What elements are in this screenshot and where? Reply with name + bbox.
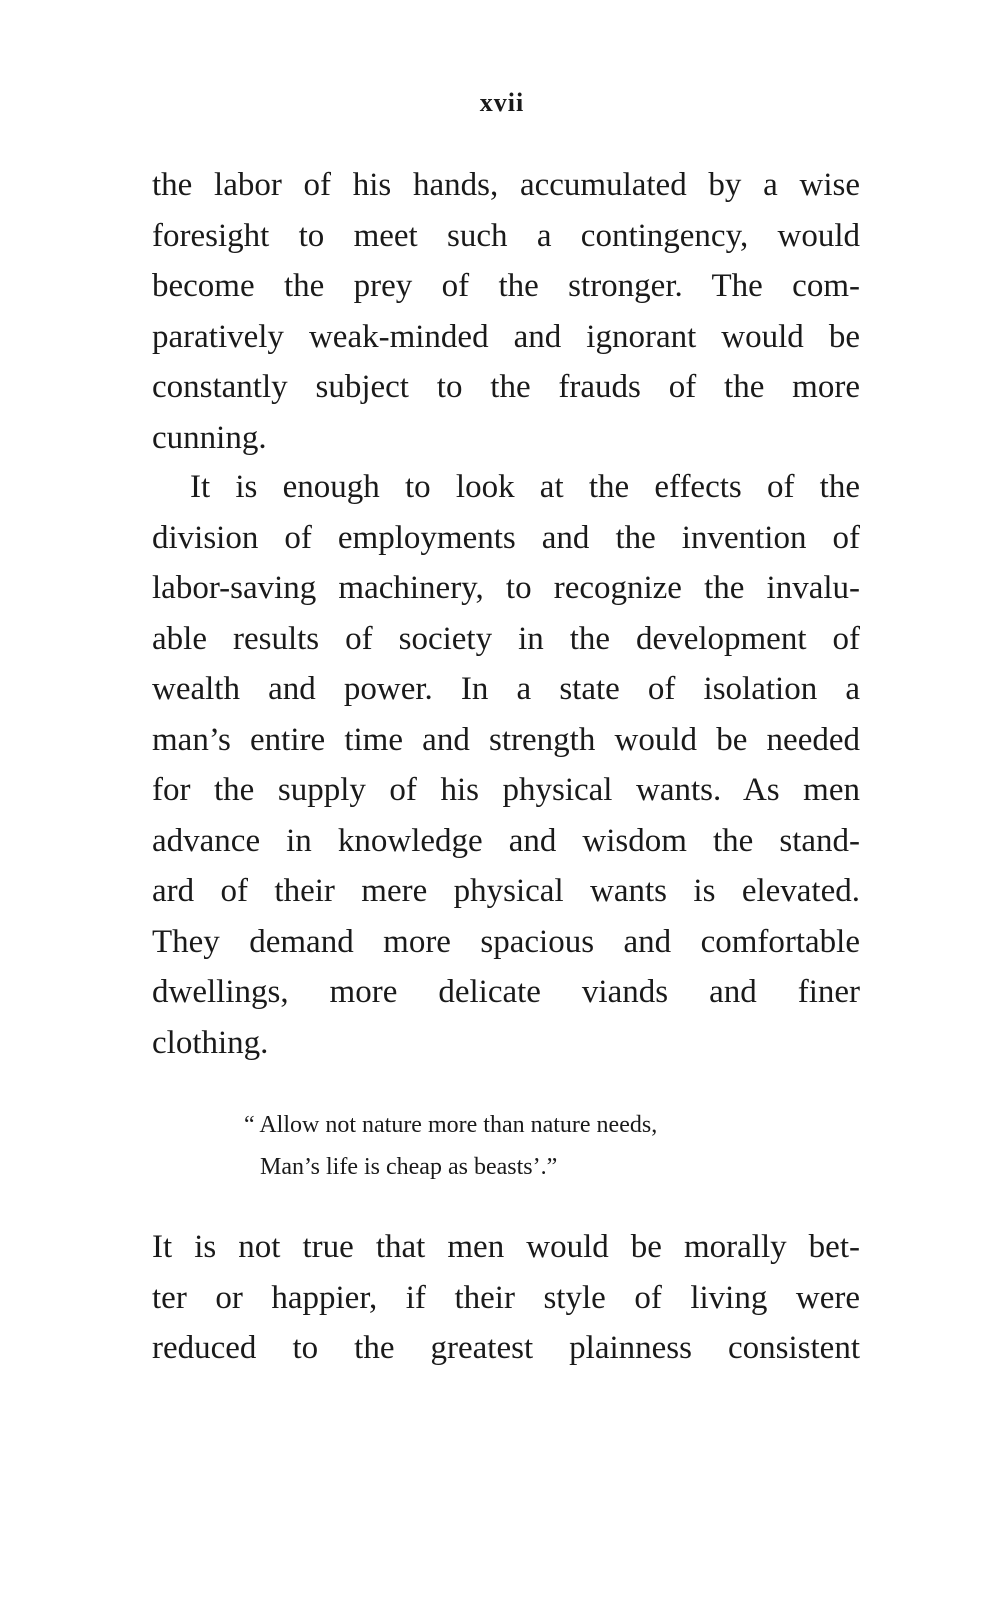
text-line: division of employments and the invention of (152, 519, 860, 556)
text-line: able results of society in the development of (152, 620, 860, 657)
text-line: clothing. (152, 1024, 269, 1061)
text-line: labor-saving machinery, to recognize the invalu- (152, 570, 860, 606)
quote-line: Man’s life is cheap as beasts’.” (260, 1154, 558, 1180)
text-line: cunning. (152, 419, 267, 456)
text-line: advance in knowledge and wisdom the stand- (152, 822, 860, 859)
text-line: wealth and power. In a state of isolation a (152, 671, 860, 707)
text-line: foresight to meet such a contingency, would (152, 217, 860, 254)
text-line: the labor of his hands, accumulated by a wise (152, 167, 860, 203)
text-line: ter or happier, if their style of living were (152, 1279, 860, 1316)
text-line: It is enough to look at the effects of the (190, 469, 860, 505)
text-line: man’s entire time and strength would be needed (152, 721, 860, 758)
text-line: It is not true that men would be morally bet- (152, 1229, 860, 1265)
text-line: ard of their mere physical wants is elevated. (152, 873, 860, 909)
text-line: reduced to the greatest plainness consistent (152, 1330, 860, 1366)
paragraph-2 (152, 462, 860, 1068)
verse-quotation (244, 1104, 804, 1188)
text-line: paratively weak-minded and ignorant would be (152, 318, 860, 355)
text-line: for the supply of his physical wants. As men (152, 772, 860, 808)
text-line: dwellings, more delicate viands and finer (152, 974, 860, 1010)
page-number: xvii (479, 88, 525, 117)
text-line: become the prey of the stronger. The com- (152, 268, 860, 304)
text-line: They demand more spacious and comfortable (152, 923, 860, 960)
quote-line: “ Allow not nature more than nature needs, (244, 1112, 658, 1138)
paragraph-1 (152, 160, 860, 463)
text-line: constantly subject to the frauds of the more (152, 369, 860, 405)
paragraph-3 (152, 1222, 860, 1374)
